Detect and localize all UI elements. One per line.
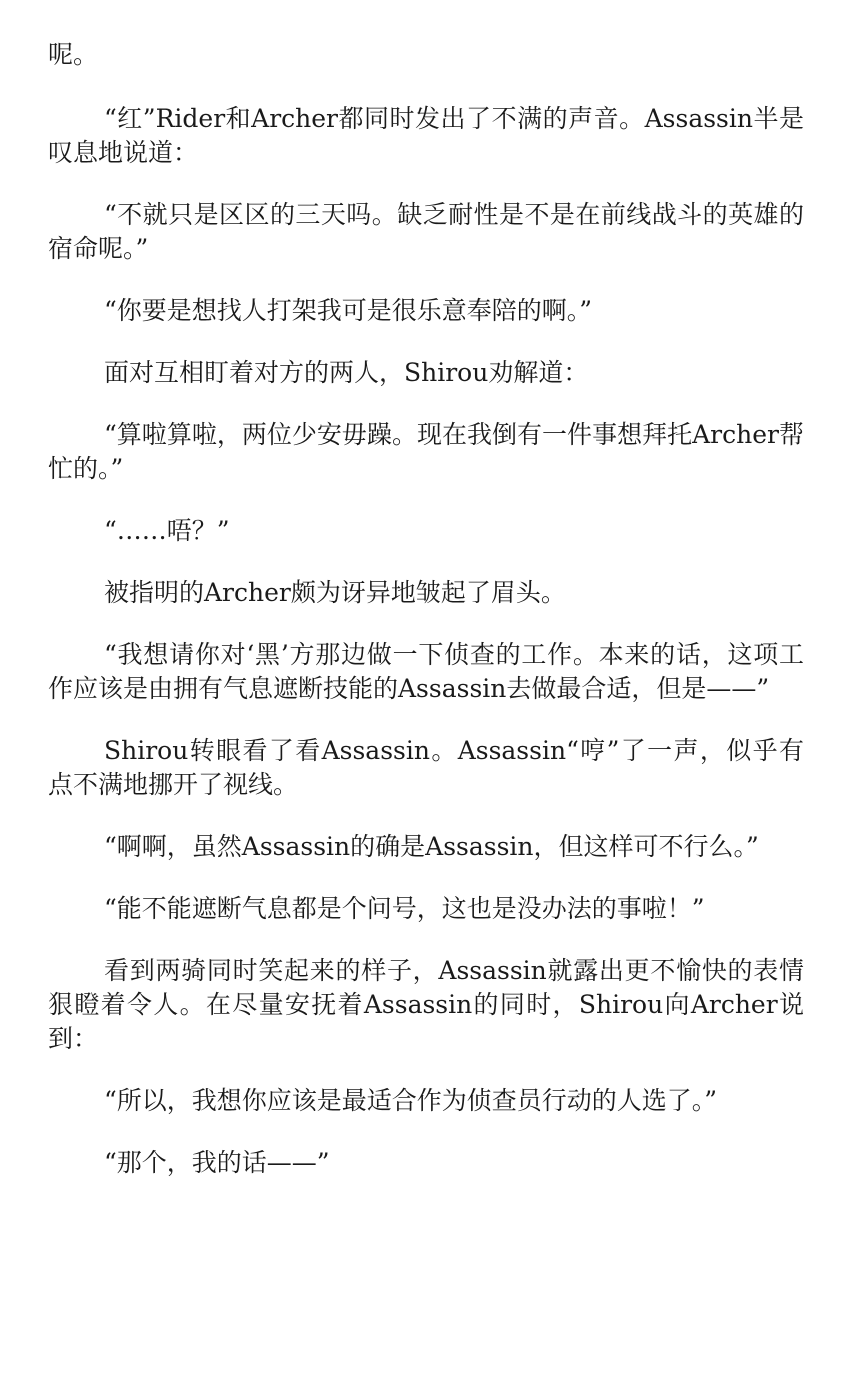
- paragraph-1: 呢。: [48, 40, 99, 69]
- paragraph-3: “不就只是区区的三天吗。缺乏耐性是不是在前线战斗的英雄的宿命呢。”: [48, 200, 804, 263]
- paragraph-14: “所以，我想你应该是最适合作为侦查员行动的人选了。”: [104, 1086, 718, 1115]
- paragraph-7: “……唔？”: [104, 516, 230, 545]
- paragraph-6: “算啦算啦，两位少安毋躁。现在我倒有一件事想拜托Archer帮忙的。”: [48, 420, 804, 483]
- paragraph-10: Shirou转眼看了看Assassin。Assassin“哼”了一声，似乎有点不满地挪开了视线。: [48, 736, 804, 799]
- paragraph-5: 面对互相盯着对方的两人，Shirou劝解道：: [104, 358, 589, 387]
- document-page: [48, 38, 804, 1208]
- paragraph-2: “红”Rider和Archer都同时发出了不满的声音。Assassin半是叹息地说道：: [48, 104, 804, 167]
- paragraph-4: “你要是想找人打架我可是很乐意奉陪的啊。”: [104, 296, 593, 325]
- paragraph-12: “能不能遮断气息都是个问号，这也是没办法的事啦！”: [104, 894, 705, 923]
- paragraph-15: “那个，我的话——”: [104, 1148, 330, 1177]
- paragraph-8: 被指明的Archer颇为讶异地皱起了眉头。: [104, 578, 566, 607]
- paragraph-11: “啊啊，虽然Assassin的确是Assassin，但这样可不行么。”: [104, 832, 759, 861]
- paragraph-13: 看到两骑同时笑起来的样子，Assassin就露出更不愉快的表情狠瞪着令人。在尽量安抚着Assassin的同时，Shirou向Archer说到：: [48, 956, 804, 1053]
- paragraph-9: “我想请你对‘黑’方那边做一下侦查的工作。本来的话，这项工作应该是由拥有气息遮断技能的Assassin去做最合适，但是——”: [48, 640, 804, 703]
